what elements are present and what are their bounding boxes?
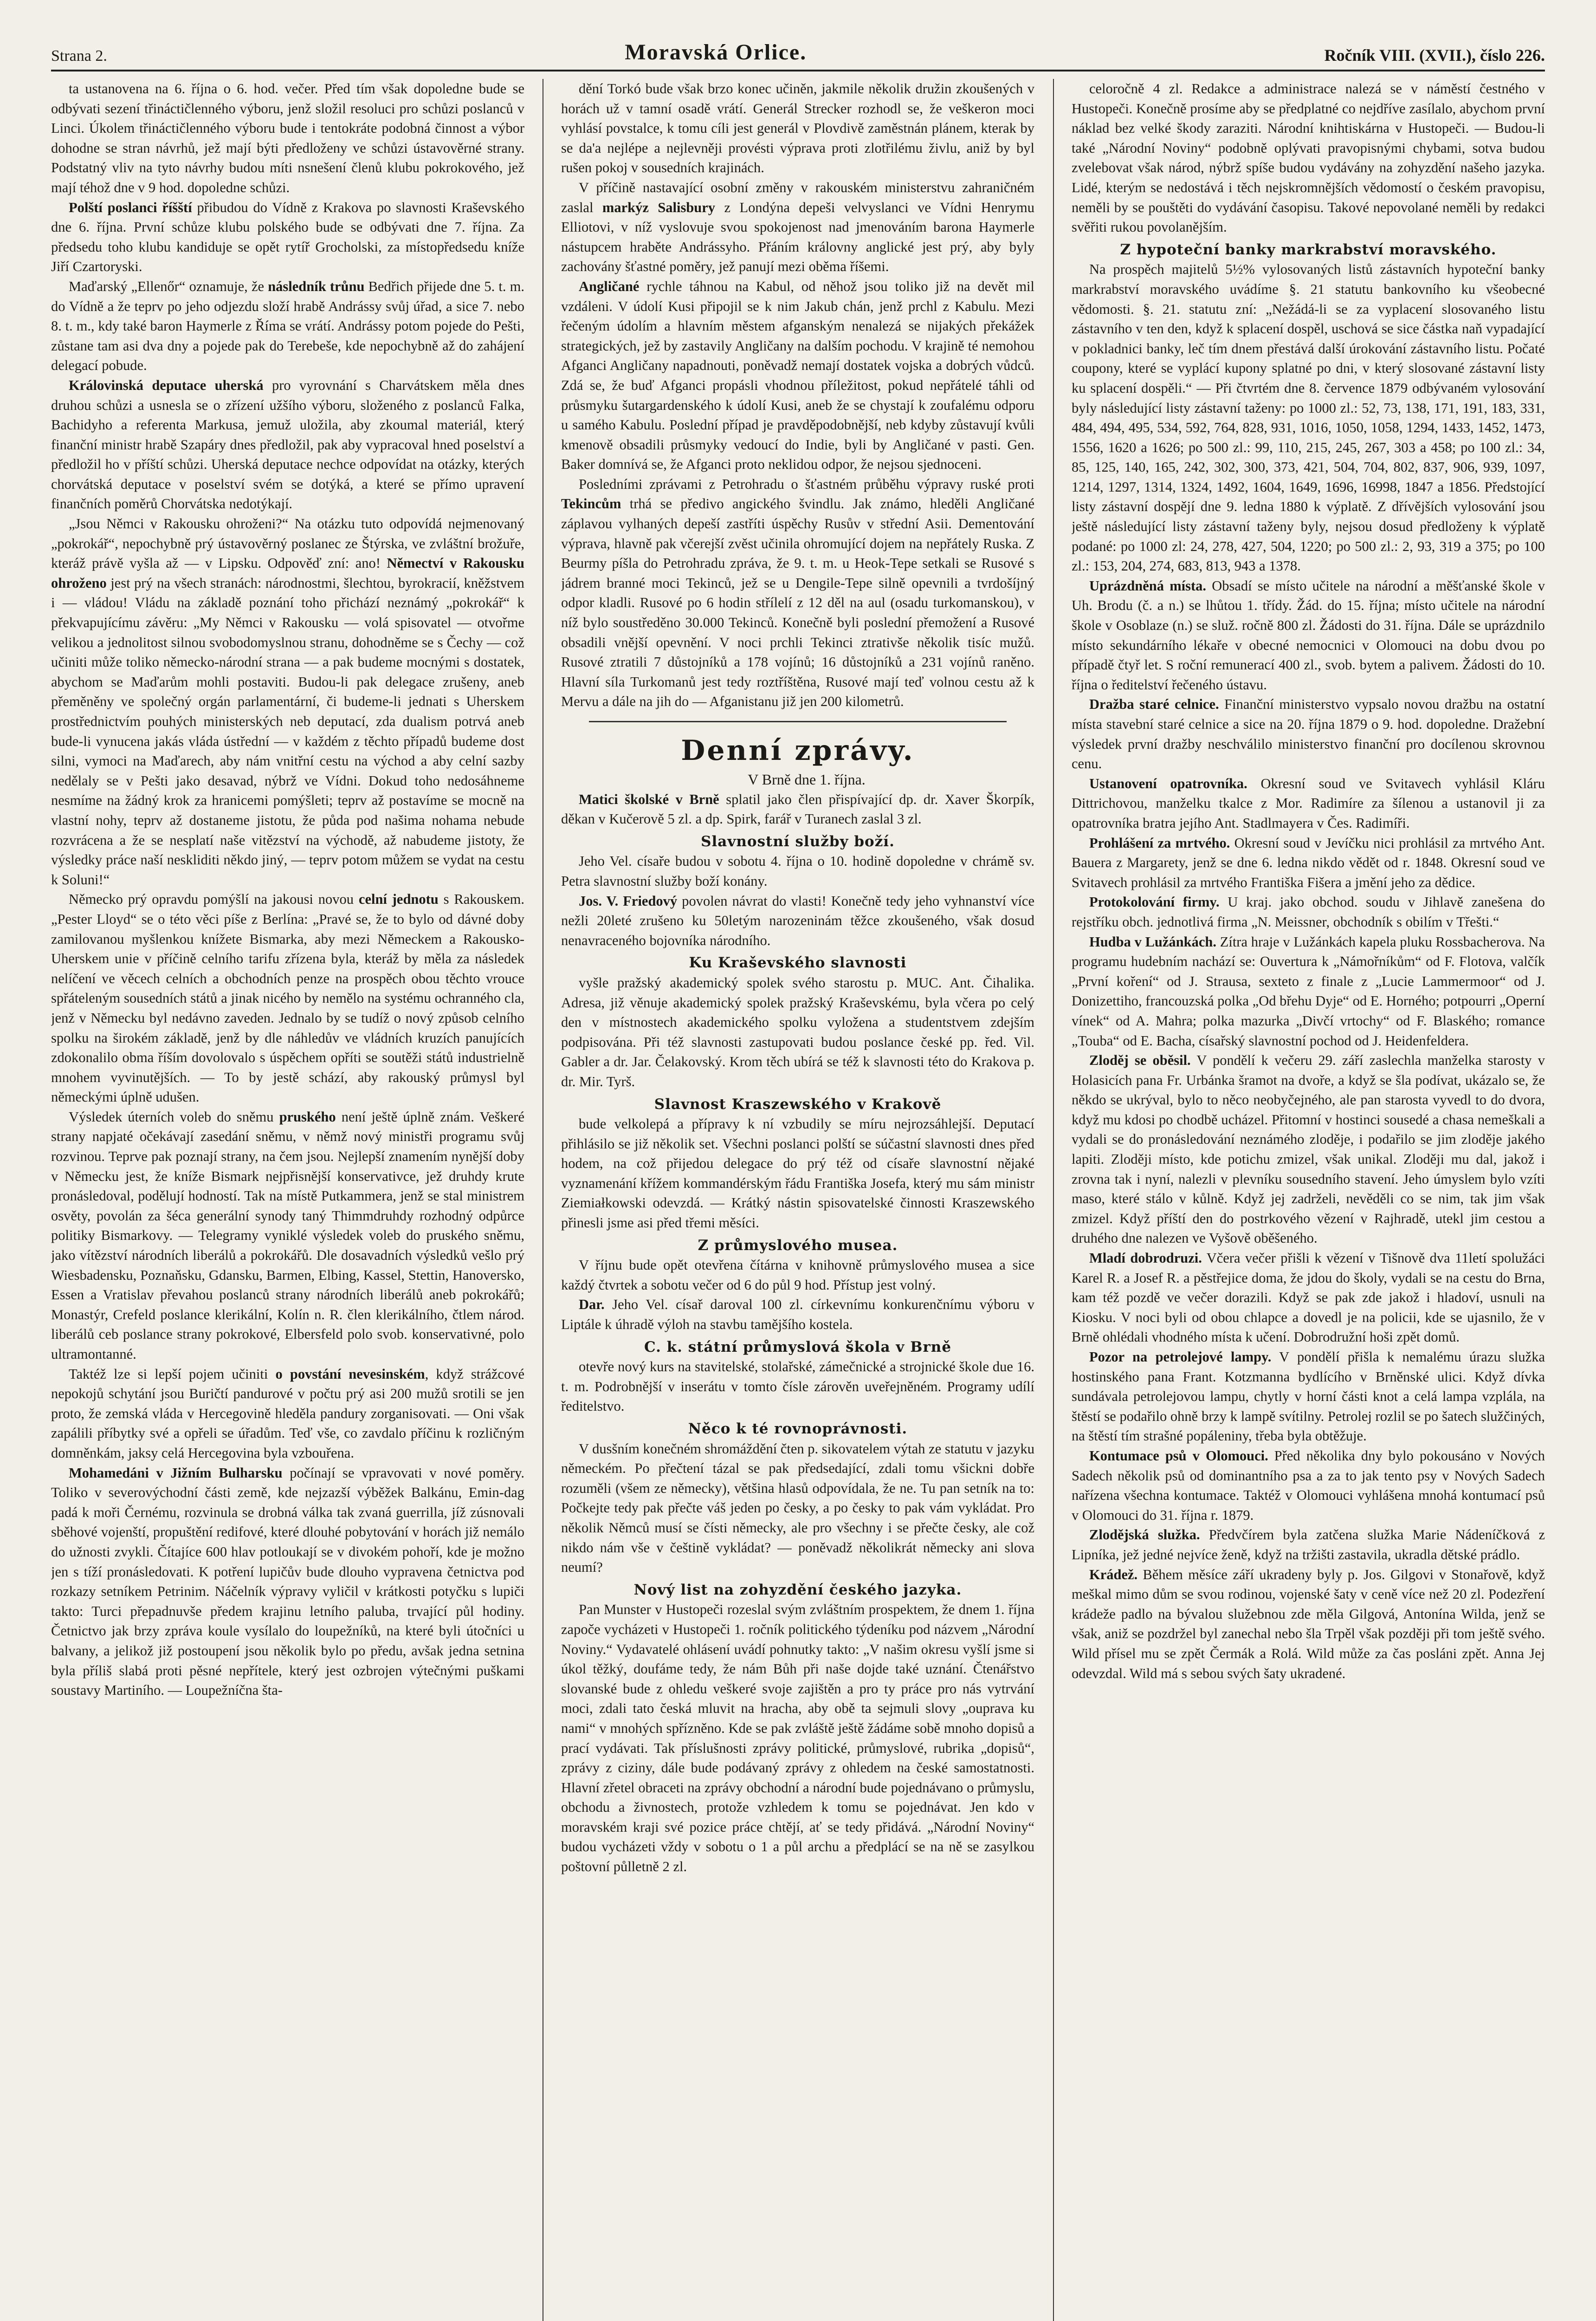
article-paragraph [1072, 1565, 1545, 1684]
article-text: U kraj. jako obchod. soudu v Jihlavě zanešena do rejstříku obch. jednotlivá firma „N. Meissner, obchodník s obilím v Třešti.“ [1072, 894, 1545, 930]
article-text: Jeho Vel. císař daroval 100 zl. církevnímu konkurenčnímu výboru v Liptále k úhradě výloh na stavbu tamějšího kostela. [561, 1297, 1034, 1333]
article-headline: Uprázdněná místa. [1089, 577, 1207, 594]
article-heading: Nový list na zohyzdění českého jazyka. [633, 1581, 962, 1598]
section-title: Denní zprávy. [681, 734, 915, 767]
article-paragraph [561, 1357, 1034, 1416]
issue-info: Ročník VIII. (XVII.), číslo 226. [1324, 46, 1545, 65]
article-headline: Mohamedáni v Jižním Bulharsku [69, 1465, 283, 1481]
article-headline: Dražba staré celnice. [1089, 696, 1219, 713]
article-paragraph [561, 851, 1034, 891]
article-text: Na prospěch majitelů 5½% vylosovaných listů zástavních hypoteční banky markrabství moravského uvádíme §. 21 statutu bankovního ku všeobecné vědomosti. §. 21. statutu zní: „Nežádá-li se za vyplacení slosovaného listu zástavního v ten den, když k splacení dospěl, uschová se sice částka naň vypadající v pokladnici banky, leč tím dnem přestává další úrokování zástavního listu. Počaté coupony, které se vyplácí kupony splatné po dni, v který slosované zástavní listy ku splacení dospěli.“ — Při čtvrtém dne 8. července 1879 odbývaném vylosování byly následující listy zástavní taženy: po 1000 zl.: 52, 73, 138, 171, 191, 183, 331, 484, 494, 495, 534, 592, 764, 828, 931, 1016, 1050, 1058, 1294, 1433, 1452, 1473, 1556, 1620 a 1626; po 500 zl.: 99, 110, 215, 245, 267, 303 a 458; po 100 zl.: 34, 85, 125, 140, 165, 242, 302, 300, 373, 421, 504, 704, 802, 837, 906, 939, 1097, 1214, 1297, 1314, 1324, 1492, 1604, 1649, 1696, 16998, 1847 a 1856. Předstojící listy zástavní dospějí dne 9. ledna 1880 k výplatě. Z dřívějších vylosování jsou ještě následující listy zástavní taženy byly, nejsou dosud předloženy k výplatě podané: po 1000 zl: 24, 278, 427, 504, 1220; po 500 zl.: 2, 93, 319 a 375; po 100 zl.: 153, 204, 274, 683, 813, 943 a 1378. [1072, 261, 1545, 574]
article-heading: Slavnost Kraszewského v Krakově [654, 1096, 942, 1113]
article-headline: Kontumace psů v Olomouci. [1089, 1447, 1268, 1464]
article-paragraph [1072, 1525, 1545, 1564]
article-text: Okresní soud ve Svitavech vyhlásil Kláru Dittrichovou, manželku tkalce z Mor. Radimíre za šílenou a ustanovil ji za opatrovníka bratra jejího Ant. Stadlmayera v Čes. Radimíři. [1072, 775, 1545, 831]
article-paragraph [51, 79, 524, 198]
article-paragraph [51, 376, 524, 514]
article-text: Výsledek úterních voleb do sněmu [69, 1109, 279, 1125]
article-heading: Něco k té rovnoprávnosti. [688, 1420, 908, 1437]
article-headline: Mladí dobrodruzi. [1089, 1250, 1202, 1266]
section-dateline: V Brně dne 1. října. [748, 771, 866, 788]
article-paragraph [1072, 774, 1545, 833]
article-headline: celní jednotu [358, 891, 439, 908]
article-headline: Hudba v Lužánkách. [1089, 934, 1216, 950]
section-rule [589, 721, 1007, 722]
article-text: Posledními zprávami z Petrohradu o šťastném průběhu výpravy ruské proti [579, 476, 1034, 492]
article-text: Pan Munster v Hustopeči rozeslal svým zvláštním prospektem, že dnem 1. října započe vycházeti v Hustopeči 1. ročník politického týdeníku pod názvem „Národní Noviny.“ Vydavatelé ohlásení uvádí pohnutky takto: „V našim okresu vyšlí jsme si úkol těžký, doufáme tedy, že nám Bůh při naše dojde také uznání. Čtenářstvo slovanské bude z ohledu veškeré svoje zajištěn a pro ty práce pro nás vytrvání moci, zdali tato česká mluvit na hracha, aby obě ta sejmuli slovy „ouprava ku nami“ v mnohých spřízněno. Kde se pak zvláště ještě žádáme sobě mnoho dopisů a prací vydávati. Tak příslušnosti zprávy politické, průmyslové, rubrika „dopisů“, zprávy z ciziny, dále bude podávaný zprávy z ohledem na české samostatnosti. Hlavní zřetel obraceti na zprávy obchodní a národní bude pojednávano o průmyslu, obchodu a živnostech, protože vzhledem k tomu se pojednávat. Jen kdo v moravském kraji své pozice práce chtějí, ať se tedy přidává. „Národní Noviny“ budou vycházeti vždy v sobotu o 1 a půl archu a předplácí se na ně se zasylkou poštovní půlletně 2 zl. [561, 1601, 1034, 1875]
article-paragraph [1072, 79, 1545, 237]
article-text: Včera večer přišli k vězení v Tišnově dva 11letí spolužáci Karel R. a Josef R. a pěstřejice doma, že jdou do školy, vydali se na cestu do Brna, kam též pozdě ve večer dorazili. Když se pak zde jakož i hladoví, usnuli na Kiosku. V noci byli od obou chlapce a dovedl je na policii, kde se ujasnilo, že v Brně ohlédali vhodného místa k učení. Dobrodružní hoši zpět domů. [1072, 1250, 1545, 1345]
article-text: V říjnu bude opět otevřena čítárna v knihovně průmyslového musea a sice každý čtvrtek a sobotu večer od 6 do půl 9 hod. Přístup jest volný. [561, 1257, 1034, 1293]
article-text: jest prý na všech stranách: národnostmi, šlechtou, byrokracií, kněžstvem i — vládou! Vládu na základě poznání toho přichází neznámý „pokrokář“ k překvapujícímu závěru: „My Němci v Rakousku — volá spisovatel — otvořme velikou a jednolitost silnou svobodomyslnou stranu, dohodněme se s Čechy — což učiniti může toliko německo-národní strana — a pak budeme mocnými s dostatek, abychom se Maďarům mohli postaviti. Budou-li pak delegace zrušeny, aneb přeměněny ve společný orgán parlamentární, či budeme-li jednati s Uherskem prostřednictvím pouhých ministerských neb deputací, zda dualism potrvá aneb bude-li vynucena jakás vláda ústřední — v každém z těchto případů budeme dost silni, vymoci na Maďarech, aby nám vnitřní cestu na východ a aby celní sazby nedělaly se v Pešti jako desavad, nýbrž ve Vídni. Dokud toho nedosáhneme nesmíme na žádný krok za hranicemi pomýšleti; teprv až postavíme se mocně na vlastní nohy, teprv až dostaneme jistotu, že půda pod našima nohama nebude rozvrácena a že se nesplatí naše vitězství na východě, až nabudeme jistoty, že výsledky práce naší neskliditi někdo jiný, — teprv potom můžem se vydat na cestu k Soluni!“ [51, 575, 524, 888]
article-heading: C. k. státní průmyslová škola v Brně [644, 1338, 952, 1355]
article-text: V příčině nastavající osobní změny v rakouském ministerstvu zahraničném zaslal [561, 179, 1034, 215]
page-header [51, 32, 1545, 65]
article-text: s Rakouskem. „Pester Lloyd“ se o této věci píše z Berlína: „Pravé se, že to bylo od dávné doby zamilovanou myšlenkou knížete Bismarka, aby mezi Německem a Rakousko-Uherskem unie v příčině celního tarifu zřízena byla, kteráž by měla za následek nelíčení ve věcech celních a obchodních penze na prospěch obou těchto vrouce spřáteleným sousedních států a jinak nicého by nemělo na systému ochranného cla, jenž v Německu byl nedávno zaveden. Jednalo by se tudíž o nový způsob celního spolku na širokém základě, jenž by dle náhledův ve vládních kruzích panujících zdokonalilo obma říším dovolovalo s úspěchem opříti se soutěži států industrielně mnohem vyvinutějších. — To by jestě schází, aby rakouský průmysl byl německými úplně udušen. [51, 891, 524, 1105]
article-paragraph [1072, 1248, 1545, 1347]
article-paragraph [561, 1439, 1034, 1577]
article-paragraph [561, 277, 1034, 474]
newspaper-title: Moravská Orlice. [625, 40, 807, 65]
article-text: přibudou do Vídně z Krakova po slavnosti Kraševského dne 6. října. První schůze klubu polského bude se odbývati dne 7. října. Za předsedu toho klubu kandiduje se opět rytíř Grocholski, za místopředsedu kníže Jiří Czartoryski. [51, 199, 524, 275]
article-paragraph [561, 178, 1034, 277]
article-text: povolen návrat do vlasti! Konečně tedy jeho vyhnanství více nežli 20leté zrušeno ku 50letým narozeninám těžce zkoušeného, však dosud nenavraceného bojovníka národního. [561, 893, 1034, 948]
article-paragraph [51, 198, 524, 277]
article-headline: Jos. V. Friedový [579, 893, 678, 909]
article-text: bude velkolepá a přípravy k ní vzbudily se míru nejrozsáhlejší. Deputací přihlásilo se již několik set. Všechni poslanci polští se súčastní slavnosti dnes před hodem, na což přijedou delegace do prý též od císaře slavnostní nějaké vyznamenání křížem kommandérským řádu Františka Josefa, který mu sám ministr Ziemiałkowski odevzdá. — Krátký nástin spisovatelské činnosti Kraszewského přinesli jsme asi před třemi měsíci. [561, 1116, 1034, 1231]
article-paragraph [561, 474, 1034, 712]
page-number: Strana 2. [51, 47, 107, 65]
article-paragraph [51, 1107, 524, 1364]
article-paragraph [1072, 892, 1545, 932]
article-text: splatil jako člen přispívající dp. dr. Xaver Škorpík, děkan v Kučerově 5 zl. a dp. Spirk, farář v Turanech zaslal 3 zl. [561, 791, 1034, 827]
article-paragraph [1072, 259, 1545, 576]
article-headline: pruského [279, 1109, 336, 1125]
article-paragraph [51, 1463, 524, 1700]
article-paragraph [561, 79, 1034, 178]
article-paragraph [51, 277, 524, 376]
article-text: V dusšním konečném shromáždění čten p. sikovatelem výtah ze statutu v jazyku německém. Po přečtení tázal se pak předsedající, zdali tomu všickni dobře rozuměli (všem ze německy), většina hlasů odpovídala, že ne. Tu pan setník na to: Počkejte tedy pak přečte váš jeden po česky, a po česky to pak vám vykládat. Pro několik Němců musí se čísti německy, ale pro všechny i se přečte česky, ale což nikdo nám vše v češtině vykládat? — poněvadž několikrát německy ani slova neumí? [561, 1440, 1034, 1575]
column-2 [561, 79, 1034, 2321]
article-text: celoročně 4 zl. Redakce a administrace nalezá se v náměstí čestného v Hustopeči. Konečně prosíme aby se předplatné co nejdříve zasílalo, abychom první náklad bez velké škody zaraziti. Národní knihtiskárna v Hustopeči. — Budou-li také „Národní Noviny“ podobně oplývati pravopisnými chybami, sotva budou zvelebovat však národ, nýbrž spíše budou vydávány na zohyzdění našeho jazyka. Lidé, kterým se nedostává i těch nejskromnějších vědomostí o českém pravopisu, neměli by se pouštěti do vydávání časopisu. Takové nepovolané neměli by redakci svěřiti rukou povolanějším. [1072, 81, 1545, 235]
article-paragraph [1072, 932, 1545, 1051]
article-text: , když strážcové nepokojů schytání jsou Buričtí pandurové v počtu prý asi 200 mužů srotili se jen proto, že zemská vláda v Hercegovině hleděla pandury zorganisovati. — Oni však zapálili příbytky své a opřeli se úřadům. Teď vše, co zavdalo příčinu k rozličným domněnkám, jaksy celá Hercegovina byla vzbouřena. [51, 1366, 524, 1461]
article-text: „Jsou Němci v Rakousku ohroženi?“ Na otázku tuto odpovídá nejmenovaný „pokrokář“, nepochybně prý ústavověrný poslanec ze Štýrska, ve zvláštní brožuře, kteráž právě vyšla až — v Lipsku. Odpověď zní: ano! [51, 516, 524, 571]
article-text: Německo prý opravdu pomýšlí na jakousi novou [69, 891, 359, 908]
columns [51, 79, 1545, 2321]
article-text: Bedřich přijede dne 5. t. m. do Vídně a že teprv po jeho odjezdu složí hrabě Andrássy svůj úřad, a sice 7. nebo 8. t. m., kdy také baron Haymerle z Říma se vrátí. Andrássy potom pojede do Pešti, zůstane tam asi dva dny a pojede pak do Terebeše, kde nepochybně až do zahájení delegací pobude. [51, 278, 524, 374]
article-heading: Z průmyslového musea. [698, 1237, 898, 1254]
article-paragraph [1072, 576, 1545, 695]
article-headline: Němectví v Rakousku ohroženo [51, 555, 524, 591]
article-paragraph [51, 514, 524, 889]
article-headline: Zlodějská služka. [1089, 1527, 1200, 1543]
article-heading: Ku Kraševského slavnosti [689, 954, 907, 972]
article-text: pro vyrovnání s Charvátskem měla dnes druhou schůzi a usnesla se o zřízení užšího výboru, složeného z poslanců Falka, Bachidyho a referenta Markusa, jemuž uložila, aby zkoumal materiál, který finanční ministr hrabě Szapáry dnes předložil, pak aby vypracoval hned poselství a předložil ho v příští schůzi. Uherská deputace nechce odpovídat na otázky, kterých chorvátská deputace v poselství svém se dotýká, a které se přímo upravení finančních poměrů Chorvátska nedotýkají. [51, 377, 524, 512]
article-text: V pondělí k večeru 29. září zaslechla manželka starosty v Holasicích pana Fr. Urbánka šramot na dvoře, a když se šla podívat, ukázalo se, že někdo se ukrýval, bylo to něco neobyčejného, ale pan starosta vyvedl to do dvora, když mu kdosi po chodbě ucházel. Přitomní v hostinci sousedé a chasa nemeškali a vydali se do pronásledování neznámého zloděje, i podařilo se jim zloděje jakého lapiti. Zloději místo, kde potichu zmizel, však unikal. Zloději mu dal, jakož i zrovna tak i nyní, nalezli v plevníku sousedního stavení. Jeho úmyslem bylo vzíti maso, které stálo v kůlně. Když jej zadrželi, nevěděli co se nim, tak jim však zmizel. Když příští den do postrkového vězení v Rajhradě, utekl jim cestou a druhého dne nalezen ve Vyšově oběšeného. [1072, 1052, 1545, 1246]
article-paragraph [561, 1295, 1034, 1334]
article-text: Před několika dny bylo pokousáno v Nových Sadech několik psů od dominantního psa a za to jak tento psy v Nových Sadech nařízena všechna kontumace. Taktéž v Olomouci vyhlášena mnohá kontumací psů v Olomouci do 31. října r. 1879. [1072, 1447, 1545, 1523]
article-paragraph [561, 973, 1034, 1092]
article-headline: Protokolování firmy. [1089, 894, 1220, 910]
article-headline: Polští poslanci říšští [69, 199, 192, 215]
article-text: ta ustanovena na 6. října o 6. hod. večer. Před tím však dopoledne bude se odbývati sezení třináctičlenného výboru, jenž složil resoluci pro schůzi poslanců v Linci. Úkolem třináctičlenného výboru bude i tentokráte podobná činnost a výbor dohodne se stran návrhů, jež mají býti předloženy ve schůzi ústavověrné strany. Podstatný vliv na tyto návrhy budou míti nsnešení členů klubu pokrokového, jež mají téhož dne v 9 hod. dopoledne schůzi. [51, 81, 524, 195]
article-headline: Ustanovení opatrovníka. [1089, 775, 1247, 791]
header-rule [51, 70, 1545, 71]
article-text: z Londýna depeši velvyslanci ve Vídni Henrymu Elliotovi, v níž vyslovuje svou spokojenost nad jmenováním barona Haymerle nástupcem hraběte Andrássyho. Přáním královny anglické jest prý, aby byly zachovány šťastné poměry, jež panují mezi oběma říšemi. [561, 199, 1034, 275]
column-3 [1072, 79, 1545, 2321]
article-text: V pondělí přišla k nemalému úrazu služka hostinského pana Frant. Kotzmanna bydlícího v Brněnské ulici. Když dívka sundávala petrolejovou lampu, chytly v horní části knot a celá lampa vzplála, na štěstí se podařilo ohně brzy k lampě svítilny. Petrolej rozlil se po šatech služčiných, na štěstí tím strašné popáleniny, třeba byla obtěžuje. [1072, 1349, 1545, 1444]
article-heading: Slavnostní služby boží. [701, 833, 895, 850]
article-paragraph [1072, 833, 1545, 893]
article-paragraph [1072, 1050, 1545, 1248]
article-text: rychle táhnou na Kabul, od něhož jsou toliko již na devět mil vzdáleni. V údolí Kusi připojil se k nim Jakub chán, jenž prchl z Kabulu. Mezi řečeným údolím a hlavním městem afganským nenalezá se nijakých překážek strategických, jež by zastavily Angličany na dalším pochodu. V krajině té nemohou Afganci Angličany napadnouti, poněvadž nemají dostatek vojska a dobrých vůdců. Zdá se, že buď Afganci propásli vhodnou příležitost, pokud nepřátelé táhli od průsmyku šutargardenského k údolí Kusi, aneb že se chystají k zoufalému odporu u samého Kabulu. Poslední případ je pravděpodobnější, neb kdyby zůstavují kvůli kmenově obsadili průsmyky vedoucí do Indie, byli by Angličané v pasti. Gen. Baker domnívá se, že Afganci proto neklidou odpor, že nejsou sjednoceni. [561, 278, 1034, 473]
article-paragraph [561, 891, 1034, 951]
article-text: dění Torkó bude však brzo konec učiněn, jakmile několik družin zkoušených v horách už v tamní osadě vrátí. Generál Strecker rozhodl se, že veškeron moci vyhlásí povstalce, k tomu cíli jest generál v Plovdivě zaměstnán plánem, kterak by se da'a nejlépe a nejlevněji provésti výprava proti zlotřilému živlu, aniž by byl rušen pokoj v sousedních krajinách. [561, 81, 1034, 176]
article-headline: Zloděj se oběsil. [1089, 1052, 1191, 1069]
column-1 [51, 79, 524, 2321]
article-text: Okresní soud v Jevíčku nici prohlásil za mrtvého Ant. Bauera z Margarety, jenž se dne 6. ledna nikdo vědět od r. 1848. Okresní soud ve Svitavech prohlásil za mrtvého Františka Fišera a jmění jeho za dědice. [1072, 835, 1545, 890]
article-text: Finanční ministerstvo vypsalo novou dražbu na ostatní místa stavební staré celnice a sice na 20. října 1879 o 9. hod. dopoledne. Dražební výsledek první dražby neschválilo ministerstvo finanční pro docílenou skrovnou cenu. [1072, 696, 1545, 772]
article-paragraph [51, 889, 524, 1107]
article-headline: Matici školské v Brně [579, 791, 719, 807]
article-headline: Prohlášení za mrtvého. [1089, 835, 1230, 851]
article-paragraph [561, 1255, 1034, 1295]
article-headline: Dar. [579, 1297, 605, 1313]
article-headline: o povstání nevesinském [275, 1366, 425, 1382]
article-headline: Pozor na petrolejové lampy. [1089, 1349, 1272, 1365]
article-paragraph [51, 1364, 524, 1463]
article-text: otevře nový kurs na stavitelské, stolařské, zámečnické a strojnické škole due 16. t. m. Podrobnější v inserátu v tomto čísle zárověn uveřejněném. Programy udílí ředitelstvo. [561, 1359, 1034, 1414]
article-paragraph [1072, 1347, 1545, 1446]
article-text: vyšle pražský akademický spolek svého starostu p. MUC. Ant. Čihalika. Adresa, již věnuje akademický spolek pražský Kraševskému, byla včera po celý den v místnostech akademického spolku vyložena a studentstvem zdejším podpisována. Při též slavnosti zastupovati budou poslance české pp. řed. Vil. Gabler a dr. Jar. Čelakovský. Krom těch ubírá se též k slavnosti této do Krakova p. dr. Mir. Tyrš. [561, 974, 1034, 1089]
article-text: trhá se předivo angického švindlu. Jak známo, hleděli Angličané záplavou vylhaných depeší zastříti úspěchy Rusův v střední Asii. Dementování výprava, hlavně pak včerejší zvěst učinila ohromující dojem na nepřátely Ruska. Z Beurmy píšla do Petrohradu zpráva, že 9. t. m. u Heok-Tepe setkali se Rusové s jádrem branné moci Tekinců, jež se u Dengile-Tepe silně opevnili a tvrdošíjný odpor kladli. Rusové po 6 hodin střílelí z 12 děl na aul (osadu turkomanskou), v níž bylo soustředěno 30.000 Tekinců. Konečně byli poslední přemožení a Rusové obsadili vnější opevnění. V noci prchli Tekinci ztrativše několik tisíc mužů. Rusové ztratili 7 důstojníků a 178 vojínů; 16 důstojníků a 231 vojínů raněno. Hlavní síla Turkomanů jest tedy roztříštěna, Rusové mají teď volnou cestu až k Mervu a dále na jih do — Afganistanu již jen 200 kilometrů. [561, 496, 1034, 710]
article-headline: markýz Salisbury [602, 199, 716, 215]
article-headline: Angličané [579, 278, 640, 294]
article-paragraph [1072, 1446, 1545, 1525]
article-paragraph [561, 1600, 1034, 1876]
column-divider [1053, 79, 1054, 2321]
article-text: Jeho Vel. císaře budou v sobotu 4. října o 10. hodině dopoledne v chrámě sv. Petra slavnostní služby boží konány. [561, 853, 1034, 889]
article-paragraph [561, 1114, 1034, 1233]
article-paragraph [561, 790, 1034, 829]
article-text: Během měsíce září ukradeny byly p. Jos. Gilgovi v Stonařově, když meškal mimo dům se svou rodinou, vojenské šaty v ceně více než 20 zl. Podezření krádeže padlo na bývalou služebnou zde měla Gilgová, Antonína Wilda, jenž se však, aniž se pozdržel byl zanechal nebo šla Trpěl však později při tom ještě svého. Wild přísel mu se zpět Čermák a Rolá. Wild může za čas posláni zpět. Anna Jej odevzdal. Wild má s sebou svých šaty ukradené. [1072, 1566, 1545, 1681]
article-heading: Z hypoteční banky markrabství moravského. [1120, 241, 1497, 258]
article-paragraph [1072, 694, 1545, 773]
article-text: Obsadí se místo učitele na národní a měšťanské škole v Uh. Brodu (č. a n.) se lhůtou 1. třídy. Žád. do 15. října; místo učitele na národní škole v Osoblaze (n.) se služ. ročně 800 zl. Žádosti do 31. října. Dále se uprázdnilo místo sekundárního lékaře v obecné nemocnici v Olomouci na dobu dvou po případě čtyř let. S roční remunerací 400 zl., svob. bytem a palivem. Žádosti do 10. října o ředitelství řečeného ústavu. [1072, 577, 1545, 693]
article-headline: Tekincům [561, 496, 621, 512]
article-headline: Královinská deputace uherská [69, 377, 264, 393]
article-text: Maďarský „Ellenőr“ oznamuje, že [69, 278, 268, 294]
article-headline: Krádež. [1089, 1566, 1138, 1582]
article-text: počínají se vpravovati v nové poměry. Toliko v severovýchodní části země, kde nejzazší výběžek Balkánu, Emin-dag padá k moři Černému, rozvinula se drobná válka tak zvaná guerrilla, jíž zúsnovali sběhové vojenští, propuštění redifové, které dlouhé pobytování v horách již nemálo do užnosti zvykli. Čítajíce 600 hlav potloukají se v divokém pohoří, kde je možno jen s tíží pronásledovati. K potření lupičův bude dlouho vypravena četnictva pod rozkazy setníkem Petrinim. Náčelník výpravy vyličil v krátkosti potyčku s lupiči takto: Turci přepadnuvše předem krajinu letního paluba, trvající půl hodiny. Četnictvo jak brzy zpráva koule vysílalo do loupežníků, na které byli útočníci u balvany, a jelikož již postoupení jsou několik bylo po předu, avšak jedna setnina byla příliš slabá proti pěsné nepřítele, který jest ozbrojen výtečnými puškami soustavy Martiního. — Loupežníčna šta- [51, 1465, 524, 1699]
article-text: Předvčírem byla zatčena služka Marie Nádeníčková z Lipníka, jež jedné nejvíce ženě, když na tržišti zastavila, ukradla dětské prádlo. [1072, 1527, 1545, 1562]
article-headline: následník trůnu [268, 278, 365, 294]
article-text: Zítra hraje v Lužánkách kapela pluku Rossbacherova. Na programu hudebním nachází se: Ouvertura k „Námořníkům“ od F. Flotova, valčík „První koření“ od J. Strausa, sexteto z finale z „Lucie Lammermoor“ od J. Donizettiho, francouzská polka „Od břehu Dyje“ od E. Horného; potpourri „Operní vínek“ od A. Mahra; polka mazurka „Divčí vrtochy“ od F. Blaského; romance „Touba“ od E. Bacha, císařský slavnostní pochod od J. Heidenfelderа. [1072, 934, 1545, 1049]
article-text: není ještě úplně znám. Veškeré strany napjaté očekávají zasedání sněmu, v němž nový ministři programu svůj rozvinou. Teprve pak poznají strany, na čem jsou. Nejlepší znamením nynější doby v Německu jest, že kníže Bismark nejpřisnější konservativce, jež druhdy krute pronásledoval, podělují hodností. Tak na místě Putkammera, jenž se stal ministrem osvěty, povolán za šéca generální synody taný Thimmdruhdy rozhodný odpůrce politiky Bismarkovy. — Telegramy vyniklé výsledek voleb do pruského sněmu, jako vítězství národních liberálů a pokrokářů. Dle dosavadních výsledků vešlo prý Wiesbadensku, Poznaňsku, Gdansku, Barmen, Elbing, Kassel, Stettin, Hanoversko, Essen a Vratislav převahou poslanců strany národních liberálů aneb pokrokářů; Monastýr, Crefeld poslance klerikální, Kolín n. R. člen klerikálního, čtlem národ. liberálů ceb poslance strany pokrokové, Elbersfeld polo svob. konservativné, polo ultramontanné. [51, 1109, 524, 1362]
article-text: Taktéž lze si lepší pojem učiniti [69, 1366, 276, 1382]
